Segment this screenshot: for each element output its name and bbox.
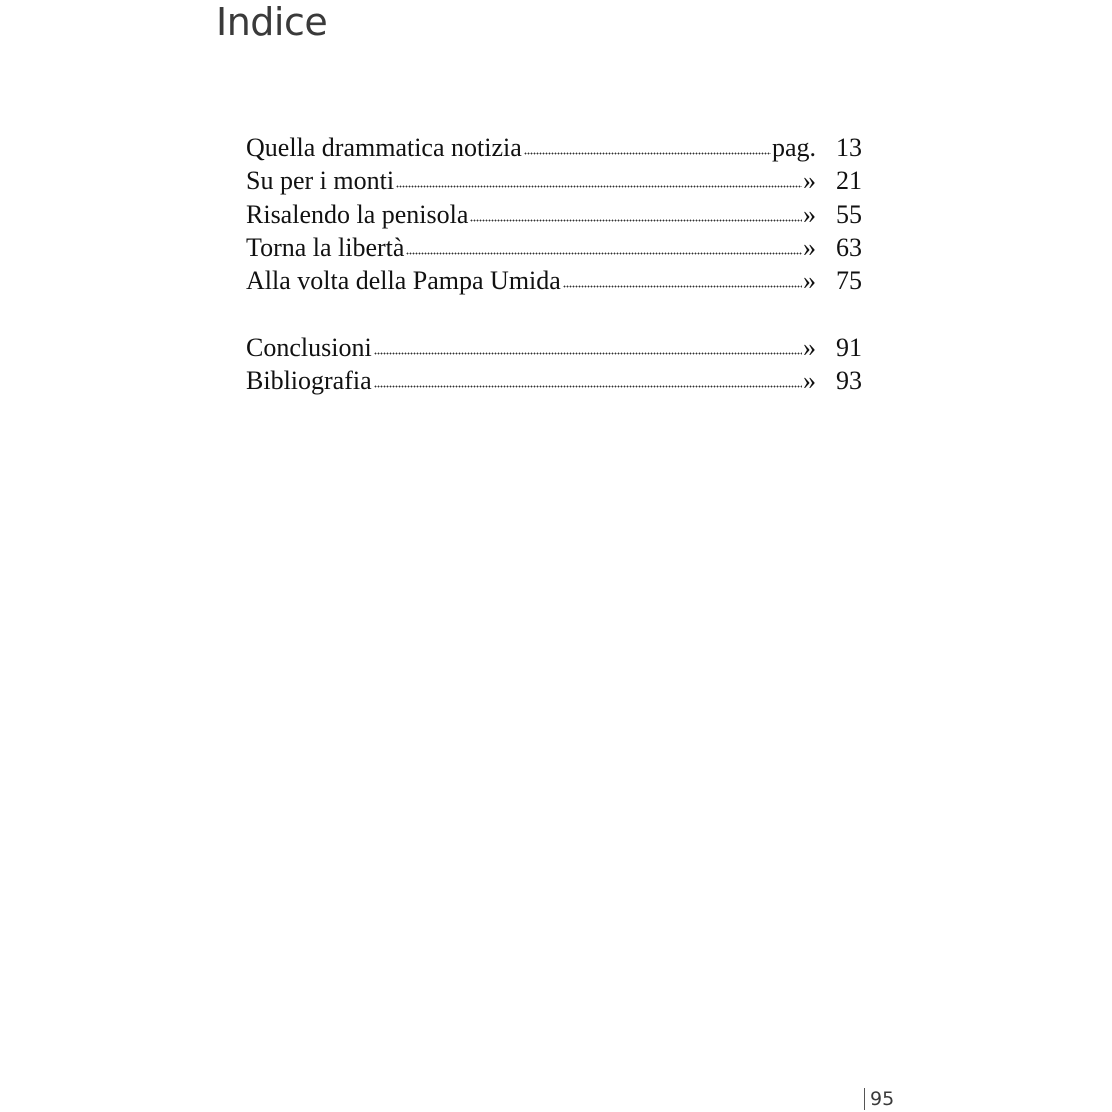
- toc-entry-title: Bibliografia: [246, 366, 372, 396]
- toc-entry-marker: »: [803, 366, 816, 396]
- toc-entry-3[interactable]: [246, 198, 862, 231]
- toc-entry-page: 13: [836, 133, 862, 162]
- toc-entry-5[interactable]: [246, 264, 862, 297]
- toc-entry-7[interactable]: [246, 364, 862, 397]
- toc-entry-title: Quella drammatica notizia: [246, 133, 522, 162]
- page-number: 95: [870, 1088, 895, 1110]
- dot-leader: [524, 152, 771, 155]
- toc-entry-2[interactable]: [246, 164, 862, 197]
- toc-entry-6[interactable]: [246, 331, 862, 364]
- table-of-contents: [246, 131, 862, 397]
- toc-entry-marker: pag.: [771, 133, 816, 162]
- toc-entry-1[interactable]: [246, 131, 862, 164]
- toc-entry-page: 55: [836, 199, 862, 229]
- toc-entry-title: Risalendo la penisola: [246, 199, 469, 229]
- folio-divider: [864, 1088, 865, 1110]
- toc-entry-page: 91: [836, 332, 862, 362]
- dot-leader: [396, 185, 802, 188]
- toc-entry-marker: »: [803, 332, 816, 362]
- dot-leader: [563, 285, 802, 288]
- toc-entry-title: Conclusioni: [246, 332, 372, 362]
- toc-entry-title: Su per i monti: [246, 166, 395, 196]
- toc-entry-marker: »: [803, 166, 816, 196]
- page-title: Indice: [216, 0, 328, 44]
- toc-entry-4[interactable]: [246, 231, 862, 264]
- toc-entry-page: 63: [836, 232, 862, 262]
- toc-entry-page: 93: [836, 366, 862, 396]
- dot-leader: [470, 219, 802, 222]
- page-folio: [864, 1086, 894, 1112]
- dot-leader: [406, 252, 802, 255]
- dot-leader: [374, 352, 802, 355]
- toc-entry-page: 21: [836, 166, 862, 196]
- dot-leader: [374, 385, 802, 388]
- toc-entry-marker: »: [803, 199, 816, 229]
- toc-entry-page: 75: [836, 266, 862, 296]
- toc-entry-title: Torna la libertà: [246, 232, 405, 262]
- toc-entry-marker: »: [803, 266, 816, 296]
- toc-entry-title: Alla volta della Pampa Umida: [246, 266, 561, 296]
- toc-entry-marker: »: [803, 232, 816, 262]
